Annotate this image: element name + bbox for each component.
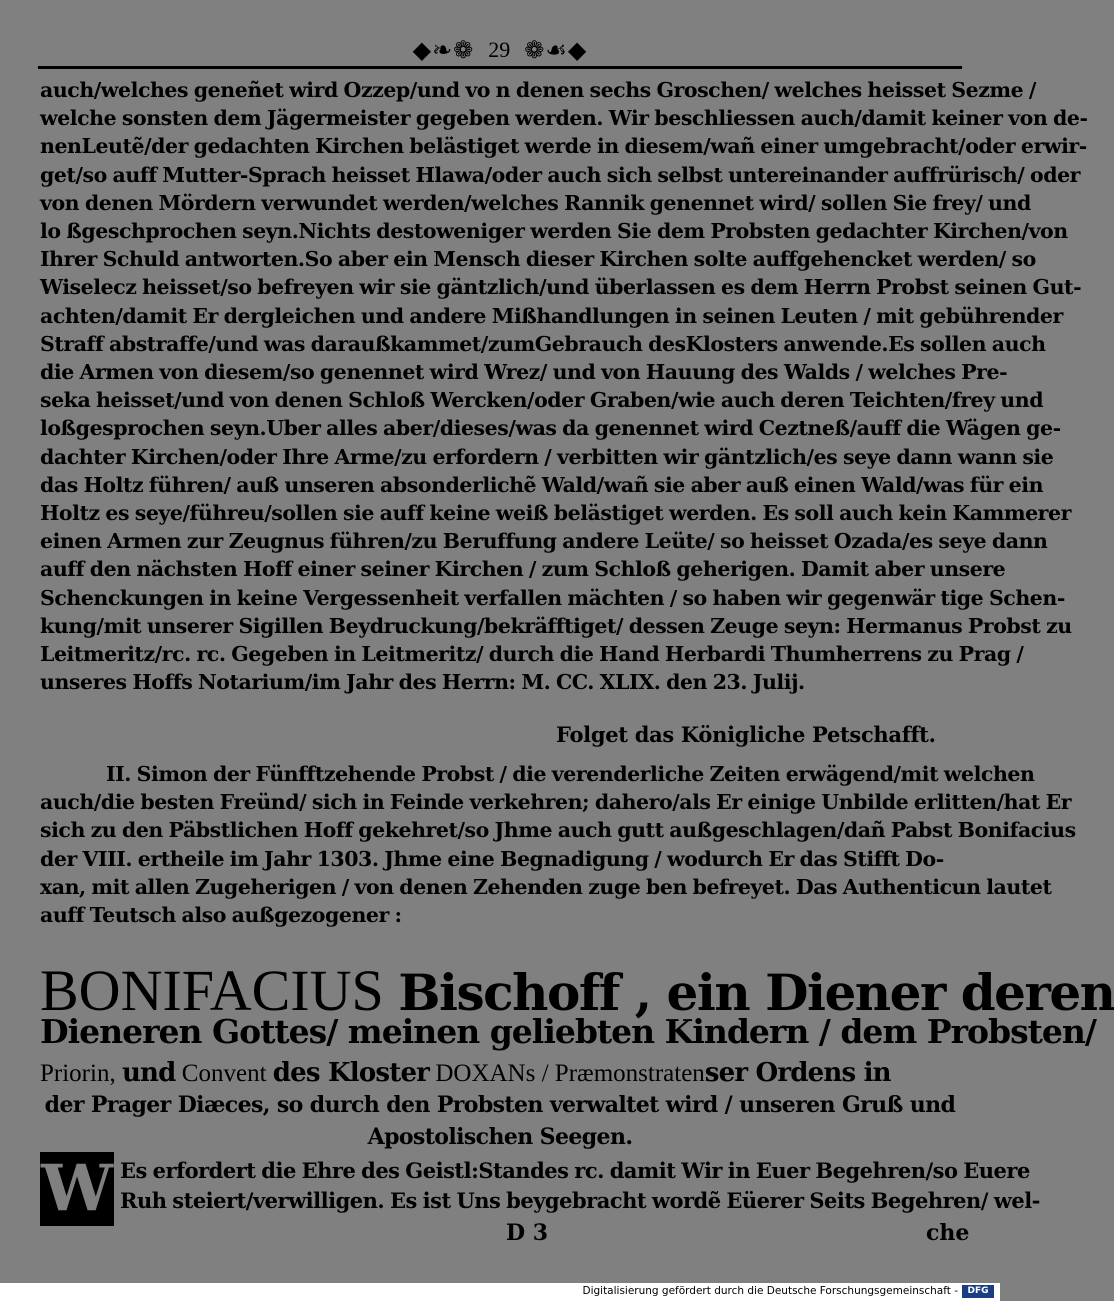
text-fragment: Priorin,: [40, 1060, 116, 1087]
text-line: Es erfordert die Ehre des Geistl:Standes rc. damit Wir in Euer Begehren/so Euere: [120, 1158, 1030, 1183]
text-line: der VIII. ertheile im Jahr 1303. Jhme eine Begnadigung / wodurch Er das Stifft Do-: [40, 846, 944, 871]
body-paragraph-1: [40, 76, 1088, 696]
text-line: Ruh steiert/verwilligen. Es ist Uns beygebracht wordẽ Eüerer Seits Begehren/ wel-: [120, 1188, 1040, 1213]
text-line: Ihrer Schuld antworten.So aber ein Mensch dieser Kirchen solte auffgehencket werden/ so: [40, 247, 1036, 272]
text-fragment: ser Ordens in: [704, 1058, 891, 1088]
seal-caption: Folget das Königliche Petschafft.: [556, 722, 936, 747]
text-line: das Holtz führen/ auß unseren absonderlichẽ Wald/wañ sie aber auß einen Wald/was für ein: [40, 472, 1044, 497]
proclamation-line-3: [40, 1056, 960, 1091]
text-line: achten/damit Er dergleichen und andere Mißhandlungen in seinen Leuten / mit gebührender: [40, 303, 1063, 328]
catchword: che: [926, 1220, 970, 1246]
footer-credit: Digitalisierung gefördert durch die Deutsche Forschungsgemeinschaft -: [582, 1285, 958, 1297]
text-line: dachter Kirchen/oder Ihre Arme/zu erfordern / verbitten wir gäntzlich/es seye dann wann sie: [40, 444, 1054, 469]
right-ornament: ❁☙◆: [524, 36, 588, 64]
page-header: [0, 30, 1000, 70]
text-fragment: Præmonstraten: [554, 1060, 705, 1087]
text-line: Straff abstraffe/und was daraußkammet/zumGebrauch desKlosters anwende.Es sollen auch: [40, 331, 1046, 356]
page-number: 29: [488, 37, 511, 62]
text-line: auch/die besten Freünd/ sich in Feinde verkehren; dahero/als Er einige Unbilde erlitten/hat Er: [40, 790, 1072, 815]
text-fragment: Convent: [181, 1060, 267, 1087]
text-line: II. Simon der Fünfftzehende Probst / die verenderliche Zeiten erwägend/mit welchen: [106, 762, 1035, 786]
text-line: nenLeutẽ/der gedachten Kirchen belästiget werde in diesem/wañ einer umgebracht/oder erwir-: [40, 134, 1087, 159]
text-line: kung/mit unserer Sigillen Beydruckung/bekräfftiget/ dessen Zeuge seyn: Hermanus Probst zu: [40, 613, 1072, 638]
dfg-logo[interactable]: DFG: [962, 1285, 994, 1298]
closing-paragraph: [120, 1156, 1040, 1216]
text-line: Leitmeritz/rc. rc. Gegeben in Leitmeritz/ durch die Hand Herbardi Thumherrens zu Prag /: [40, 642, 1024, 667]
text-fragment: DOXANs /: [435, 1060, 549, 1087]
text-line: lo ßgeschprochen seyn.Nichts destoweniger werden Sie dem Probsten gedachter Kirchen/von: [40, 219, 1068, 244]
title-gothic: Bischoff , ein Diener deren: [398, 963, 1114, 1022]
proclamation-line-2: Dieneren Gottes/ meinen geliebten Kindern / dem Probsten/: [40, 1012, 1096, 1051]
text-line: auch/welches geneñet wird Ozzep/und vo n denen sechs Groschen/ welches heisset Sezme /: [40, 78, 1036, 102]
text-line: seka heisset/und von denen Schloß Wercken/oder Graben/wie auch deren Teichten/frey und: [40, 388, 1044, 413]
text-line: unseres Hoffs Notarium/im Jahr des Herrn: M. CC. XLIX. den 23. Julij.: [40, 670, 805, 695]
text-fragment: des Kloster: [272, 1058, 430, 1088]
digitization-footer: [0, 1283, 1000, 1301]
title-roman: BONIFACIUS: [40, 958, 384, 1023]
text-line: welche sonsten dem Jägermeister gegeben werden. Wir beschliessen auch/damit keiner von de-: [40, 106, 1088, 131]
text-line: Wiselecz heisset/so befreyen wir sie gäntzlich/und überlassen es dem Herrn Probst seinen Gut-: [40, 275, 1082, 300]
proclamation-line-5: Apostolischen Seegen.: [367, 1124, 633, 1150]
signature-mark: D 3: [506, 1220, 549, 1246]
left-ornament: ◆❧❁: [412, 36, 475, 64]
text-line: get/so auff Mutter-Sprach heisset Hlawa/oder auch sich selbst untereinander auffrürisch/ oder: [40, 162, 1081, 187]
text-line: xan, mit allen Zugeherigen / von denen Zehenden zuge ben befreyet. Das Authenticun lautet: [40, 874, 1052, 899]
text-line: sich zu den Päbstlichen Hoff gekehret/so Jhme auch gutt außgeschlagen/dañ Pabst Bonifacius: [40, 818, 1076, 843]
header-rule: [38, 66, 962, 69]
text-line: Schenckungen in keine Vergessenheit verfallen mächten / so haben wir gegenwär tige Schen-: [40, 585, 1065, 610]
text-line: loßgesprochen seyn.Uber alles aber/dieses/was da genennet wird Ceztneß/auff die Wägen ge-: [40, 416, 1061, 441]
text-fragment: und: [121, 1058, 176, 1088]
text-line: die Armen von diesem/so genennet wird Wrez/ und von Hauung des Walds / welches Pre-: [40, 360, 1008, 385]
text-line: einen Armen zur Zeugnus führen/zu Beruffung andere Leüte/ so heisset Ozada/es seye dann: [40, 529, 1048, 554]
text-line: auff den nächsten Hoff einer seiner Kirchen / zum Schloß geherigen. Damit aber unsere: [40, 557, 1006, 582]
text-line: auff Teutsch also außgezogener :: [40, 903, 402, 928]
text-line: Holtz es seye/führeu/sollen sie auff keine weiß belästiget werden. Es soll auch kein Kammerer: [40, 501, 1071, 526]
proclamation-line-4: der Prager Diæces, so durch den Probsten verwaltet wird / unseren Gruß und: [44, 1092, 956, 1118]
text-line: von denen Mördern verwundet werden/welches Rannik genennet wird/ sollen Sie frey/ und: [40, 190, 1031, 215]
drop-cap: W: [41, 1151, 113, 1226]
body-paragraph-2: [40, 760, 1076, 929]
